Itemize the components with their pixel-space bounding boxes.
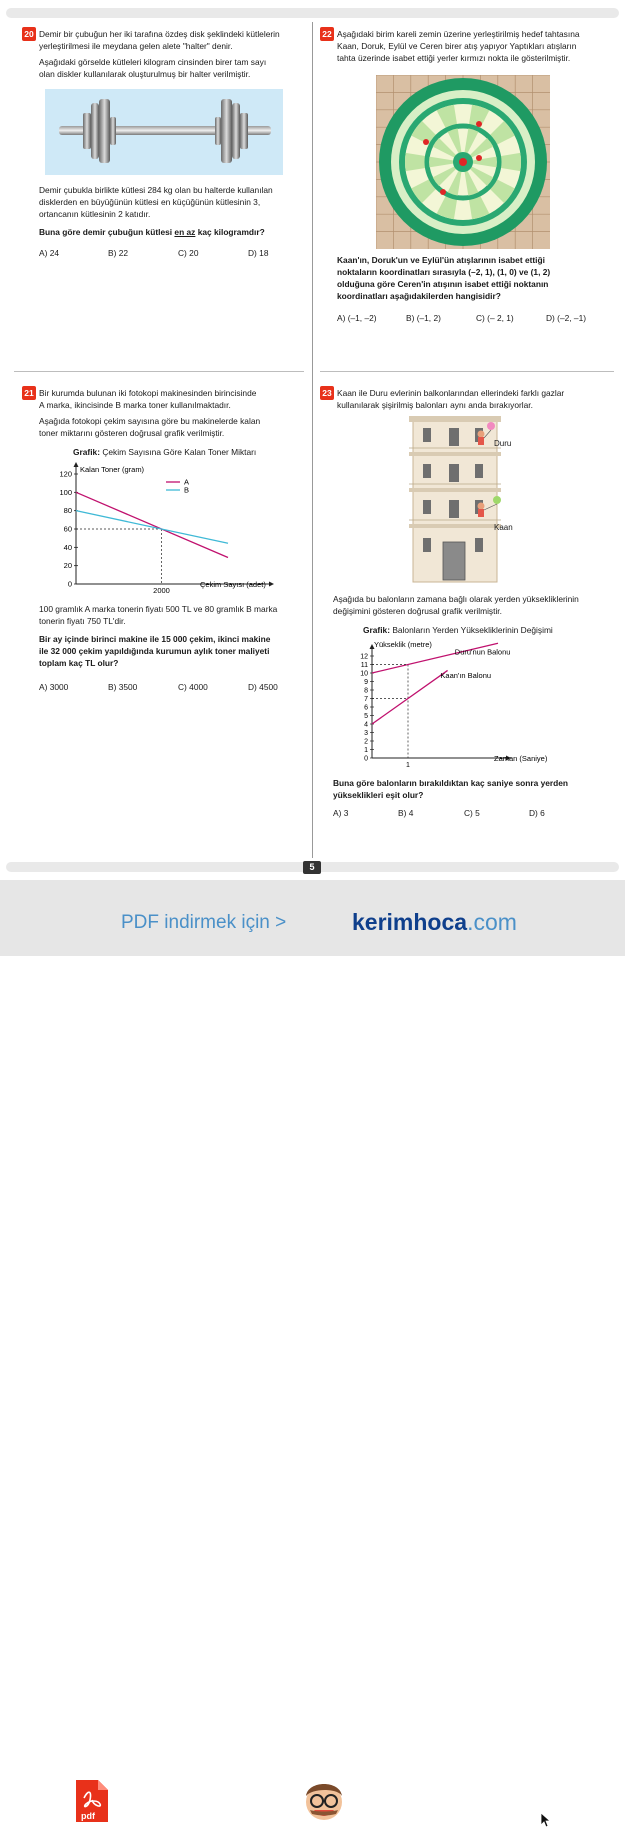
q23-graph-title: Grafik: Balonların Yerden Yüksekliklerinin Değişimi xyxy=(363,625,553,635)
top-border xyxy=(6,8,619,18)
row-divider-right xyxy=(320,371,614,372)
question-number: 22 xyxy=(320,27,334,41)
q21-option-d[interactable]: D) 4500 xyxy=(248,682,278,692)
series-line-B xyxy=(76,511,228,544)
q23-question: Buna göre balonların bırakıldıktan kaç saniye sonra yerden xyxy=(333,778,569,788)
y-tick-label: 4 xyxy=(364,721,368,729)
dartboard-grid xyxy=(376,75,550,249)
x-axis-label: Çekim Sayısı (adet) xyxy=(200,580,266,589)
pdf-icon-label: pdf xyxy=(81,1811,95,1821)
y-tick-label: 7 xyxy=(364,696,368,703)
q21-graph-title: Grafik: Çekim Sayısına Göre Kalan Toner Miktarı xyxy=(73,447,257,457)
q21-question: toplam kaç TL olur? xyxy=(39,658,119,668)
series-line-1 xyxy=(372,670,448,724)
x-axis-label: Zaman (Saniye) xyxy=(494,754,548,763)
toner-chart xyxy=(50,460,290,595)
q22-text: tahta üzerinde isabet ettiği yerler kırmızı nokta ile gösterilmiştir. xyxy=(337,53,571,63)
q22-question: koordinatları aşağıdakilerden hangisidir? xyxy=(337,291,501,301)
question-number: 21 xyxy=(22,386,36,400)
y-tick-label: 2 xyxy=(364,738,368,746)
q21-question: ile 32 000 çekim yapıldığında kurumun aylık toner maliyeti xyxy=(39,646,270,656)
label-duru: Duru xyxy=(494,439,512,448)
page-number: 5 xyxy=(303,861,321,874)
q20-text: ortancanın kütlesinin 2 katıdır. xyxy=(39,209,151,219)
q20-text: Demir çubukla birlikte kütlesi 284 kg olan bu halterde kullanılan xyxy=(39,185,273,195)
q23-text: değişimini gösteren doğrusal grafik verilmiştir. xyxy=(333,606,502,616)
q20-text: Demir bir çubuğun her iki tarafına özdeş disk şeklindeki kütlelerin xyxy=(39,29,280,39)
q23-option-c[interactable]: C) 5 xyxy=(464,808,480,818)
y-tick-label: 0 xyxy=(364,755,368,763)
download-banner[interactable] xyxy=(0,880,625,1821)
barbell-image xyxy=(45,89,283,175)
series-label-1: Kaan'ın Balonu xyxy=(440,671,492,681)
q23-option-b[interactable]: B) 4 xyxy=(398,808,414,818)
q23-text: Aşağıda bu balonların zamana bağlı olarak yerden yüksekliklerinin xyxy=(333,594,579,604)
q21-option-c[interactable]: C) 4000 xyxy=(178,682,208,692)
y-axis-label: Yükseklik (metre) xyxy=(374,640,432,649)
download-cta[interactable]: PDF indirmek için > xyxy=(121,912,287,933)
y-tick-label: 11 xyxy=(360,662,368,669)
row-divider-left xyxy=(14,371,304,372)
q20-text: Aşağıdaki görselde kütleleri kilogram cinsinden birer tam sayı xyxy=(39,57,267,67)
y-tick-label: 20 xyxy=(63,561,72,571)
y-axis-label: Kalan Toner (gram) xyxy=(80,465,145,474)
label-kaan: Kaan xyxy=(494,523,513,532)
y-tick-label: 6 xyxy=(364,704,368,712)
q23-text: Kaan ile Duru evlerinin balkonlarından ellerindeki farklı gazlar xyxy=(337,388,565,398)
y-axis-arrow xyxy=(74,462,79,467)
q21-text: Aşağıda fotokopi çekim sayısına göre bu makinelerde kalan xyxy=(39,416,261,426)
cursor-icon xyxy=(540,1812,552,1828)
y-tick-label: 10 xyxy=(360,670,368,678)
y-tick-label: 3 xyxy=(364,730,368,737)
balloon-chart xyxy=(350,636,612,772)
y-tick-label: 1 xyxy=(364,747,368,754)
y-tick-label: 9 xyxy=(364,679,368,686)
brand-logo[interactable]: kerimhoca.com xyxy=(352,909,517,935)
q22-option-d[interactable]: D) (–2, –1) xyxy=(546,313,587,323)
q22-option-c[interactable]: C) (– 2, 1) xyxy=(476,313,514,323)
x-tick-label: 1 xyxy=(406,762,410,769)
q20-question: Buna göre demir çubuğun kütlesi en az kaç kilogramdır? xyxy=(39,227,265,237)
q23-option-d[interactable]: D) 6 xyxy=(529,808,545,818)
q20-option-b[interactable]: B) 22 xyxy=(108,248,129,258)
q20-option-a[interactable]: A) 24 xyxy=(39,248,60,258)
q21-text: tonerin fiyatı 750 TL'dir. xyxy=(39,616,126,626)
column-divider xyxy=(312,22,313,858)
q21-text: A marka, ikincisinde B marka toner kullanılmaktadır. xyxy=(39,400,231,410)
q22-text: Aşağıdaki birim kareli zemin üzerine yerleştirilmiş hedef tahtasına xyxy=(337,29,580,39)
q21-option-a[interactable]: A) 3000 xyxy=(39,682,69,692)
y-tick-label: 8 xyxy=(364,687,368,695)
pdf-file-icon[interactable] xyxy=(74,1778,110,1824)
q21-option-b[interactable]: B) 3500 xyxy=(108,682,138,692)
q22-text: Kaan, Doruk, Eylül ve Ceren birer atış yapıyor Yaptıkları atışların xyxy=(337,41,577,51)
q22-question: Kaan'ın, Doruk'un ve Eylül'ün atışlarının isabet ettiği xyxy=(337,255,545,265)
question-number: 20 xyxy=(22,27,36,41)
x-axis-arrow xyxy=(269,582,274,587)
worksheet-page xyxy=(0,0,625,880)
q20-text: disklerden en büyüğünün kütlesi en küçüğünün kütlesinin 3, xyxy=(39,197,261,207)
q21-text: Bir kurumda bulunan iki fotokopi makinesinden birincisinde xyxy=(39,388,257,398)
q20-option-c[interactable]: C) 20 xyxy=(178,248,199,258)
y-tick-label: 100 xyxy=(59,487,72,497)
y-tick-label: 120 xyxy=(59,469,72,479)
q23-text: kullanılarak şişirilmiş balonları aynı anda bırakıyorlar. xyxy=(337,400,533,410)
x-tick-label: 2000 xyxy=(153,586,170,595)
q22-question: olduğuna göre Ceren'in atışının isabet ettiği noktanın xyxy=(337,279,549,289)
legend-label-A: A xyxy=(184,477,190,487)
q21-text: toner miktarını gösteren doğrusal grafik verilmiştir. xyxy=(39,428,225,438)
y-tick-label: 40 xyxy=(63,542,72,552)
y-tick-label: 5 xyxy=(364,713,368,720)
q20-text: olan diskler kullanılarak oluşturulmuş bir halter verilmiştir. xyxy=(39,69,251,79)
legend-label-B: B xyxy=(184,485,190,495)
q21-text: 100 gramlık A marka tonerin fiyatı 500 TL ve 80 gramlık B marka xyxy=(39,604,278,614)
series-label-0: Duru'nun Balonu xyxy=(454,647,511,657)
series-line-A xyxy=(76,492,228,557)
q21-question: Bir ay içinde birinci makine ile 15 000 çekim, ikinci makine xyxy=(39,634,271,644)
q22-option-a[interactable]: A) (–1, –2) xyxy=(337,313,377,323)
q20-option-d[interactable]: D) 18 xyxy=(248,248,269,258)
q20-text: yerleştirilmesi ile meydana gelen alete "halter" denir. xyxy=(39,41,233,51)
q22-option-b[interactable]: B) (–1, 2) xyxy=(406,313,441,323)
teacher-mascot-icon xyxy=(298,1774,350,1826)
q23-question: yükseklikleri eşit olur? xyxy=(333,790,424,800)
y-tick-label: 0 xyxy=(67,579,72,589)
y-tick-label: 60 xyxy=(63,524,72,534)
y-tick-label: 12 xyxy=(360,653,368,661)
question-number: 23 xyxy=(320,386,334,400)
q23-option-a[interactable]: A) 3 xyxy=(333,808,349,818)
y-tick-label: 80 xyxy=(63,506,72,516)
q22-question: noktaların koordinatları sırasıyla (–2, 1), (1, 0) ve (1, 2) xyxy=(337,267,551,277)
